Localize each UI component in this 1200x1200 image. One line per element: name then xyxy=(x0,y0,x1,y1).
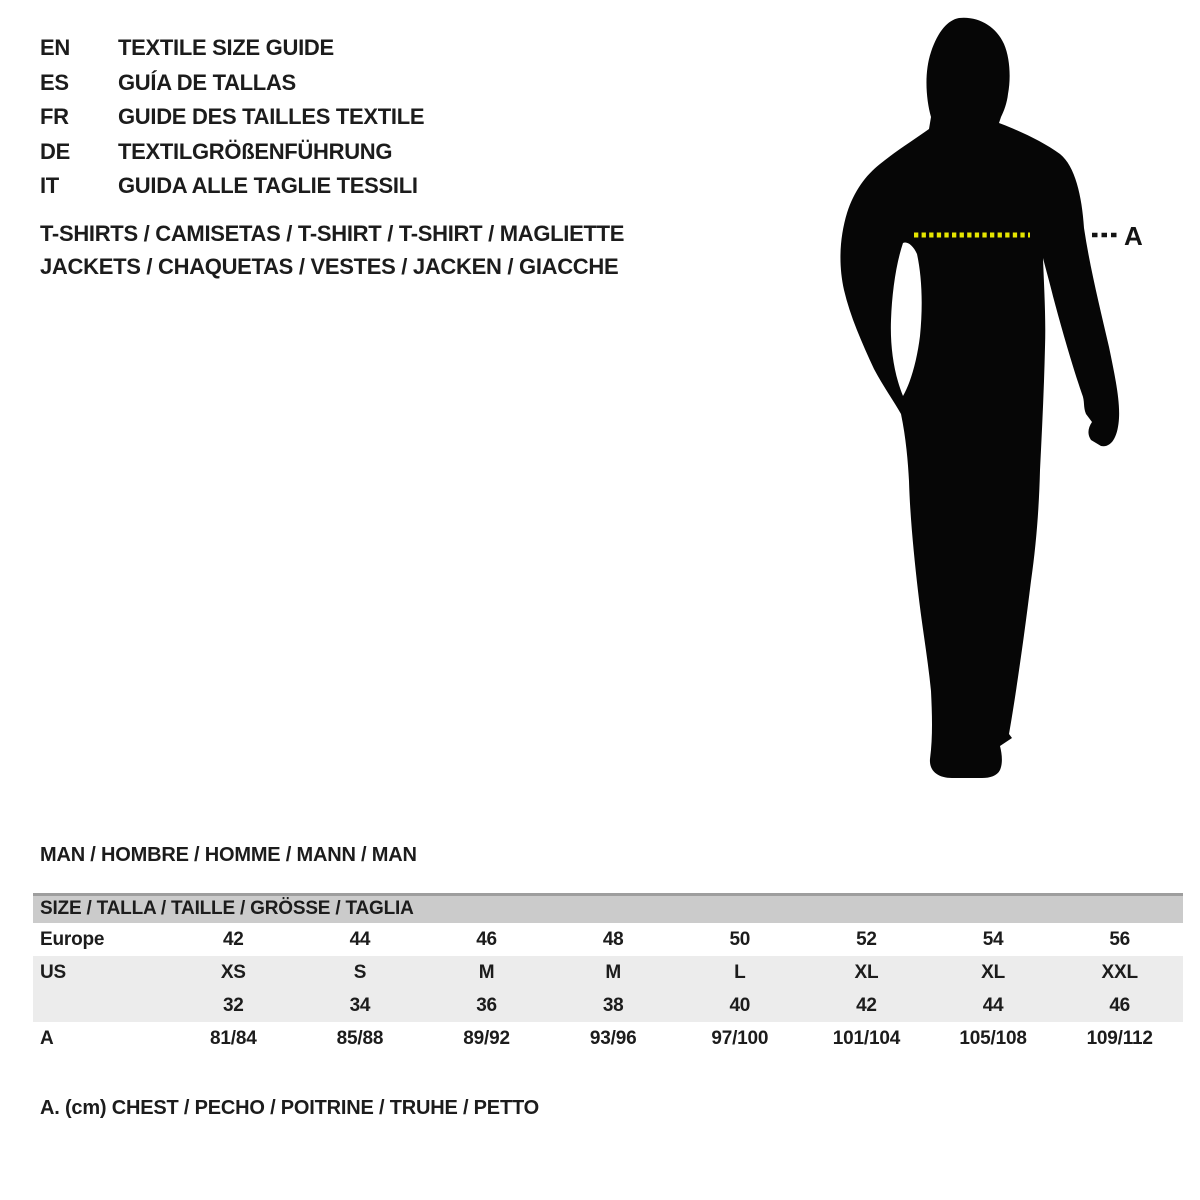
language-code: FR xyxy=(40,104,69,129)
size-cell: 32 xyxy=(222,994,244,1016)
size-cell: 48 xyxy=(602,928,624,950)
section-title-man: MAN / HOMBRE / HOMME / MANN / MAN xyxy=(40,844,417,866)
size-cell: 101/104 xyxy=(832,1027,901,1049)
language-title-list xyxy=(40,31,424,204)
size-cell: 46 xyxy=(476,928,497,950)
language-code: IT xyxy=(40,173,59,198)
language-label: TEXTILE SIZE GUIDE xyxy=(118,35,334,60)
table-row xyxy=(33,956,1183,989)
size-cell: 85/88 xyxy=(336,1027,384,1049)
size-cell: 34 xyxy=(349,994,371,1016)
size-cell: XXL xyxy=(1101,961,1138,983)
table-row xyxy=(33,989,1183,1022)
size-cell: XL xyxy=(854,961,879,983)
language-row xyxy=(40,31,424,66)
size-cell: 44 xyxy=(349,928,371,950)
category-line-jackets: JACKETS / CHAQUETAS / VESTES / JACKEN / GIACCHE xyxy=(40,254,619,279)
size-cell: 93/96 xyxy=(589,1027,637,1049)
size-table xyxy=(33,893,1183,1055)
language-row xyxy=(40,169,424,204)
measure-label-a: A xyxy=(1124,221,1143,251)
row-label: A xyxy=(40,1027,54,1049)
size-cell: 105/108 xyxy=(959,1027,1027,1049)
arm-torso-gap xyxy=(891,242,922,396)
size-cell: 52 xyxy=(856,928,877,950)
size-cell: 56 xyxy=(1109,928,1131,950)
size-cell: 40 xyxy=(729,994,751,1016)
row-label: Europe xyxy=(40,928,105,950)
size-table-rows xyxy=(33,923,1183,1055)
size-cell: XS xyxy=(220,961,246,983)
size-cell: 36 xyxy=(476,994,497,1016)
size-cell: 97/100 xyxy=(711,1027,769,1049)
size-table-header: SIZE / TALLA / TAILLE / GRÖSSE / TAGLIA xyxy=(33,893,1183,923)
language-row xyxy=(40,66,424,101)
size-cell: 54 xyxy=(982,928,1004,950)
size-cell: 89/92 xyxy=(463,1027,510,1049)
language-label: GUIDA ALLE TAGLIE TESSILI xyxy=(118,173,418,198)
size-cell: L xyxy=(734,961,746,983)
size-cell: 109/112 xyxy=(1086,1027,1153,1049)
size-cell: 50 xyxy=(729,928,751,950)
language-code: ES xyxy=(40,69,69,95)
language-label: GUIDE DES TAILLES TEXTILE xyxy=(118,104,425,129)
size-cell: M xyxy=(605,961,621,983)
size-cell: 42 xyxy=(856,994,877,1016)
language-label: TEXTILGRÖßENFÜHRUNG xyxy=(118,138,393,164)
language-code: DE xyxy=(40,138,70,164)
size-cell: 42 xyxy=(222,928,244,950)
table-row xyxy=(33,1022,1183,1055)
language-label: GUÍA DE TALLAS xyxy=(118,69,296,95)
category-line-tshirts: T-SHIRTS / CAMISETAS / T-SHIRT / T-SHIRT / MAGLIETTE xyxy=(40,221,625,246)
language-row xyxy=(40,100,424,135)
size-cell: 38 xyxy=(602,994,624,1016)
size-cell: M xyxy=(478,961,495,983)
garment-category-block xyxy=(40,217,624,283)
footnote-chest: A. (cm) CHEST / PECHO / POITRINE / TRUHE / PETTO xyxy=(40,1097,539,1119)
language-code: EN xyxy=(40,35,70,60)
table-row xyxy=(33,923,1183,956)
size-cell: 81/84 xyxy=(210,1027,257,1049)
size-cell: S xyxy=(353,961,367,983)
size-cell: XL xyxy=(981,961,1005,983)
size-cell: 44 xyxy=(982,994,1004,1016)
row-label: US xyxy=(40,961,66,983)
size-cell: 46 xyxy=(1109,994,1131,1016)
language-row xyxy=(40,135,424,170)
man-silhouette-shape xyxy=(840,18,1119,778)
